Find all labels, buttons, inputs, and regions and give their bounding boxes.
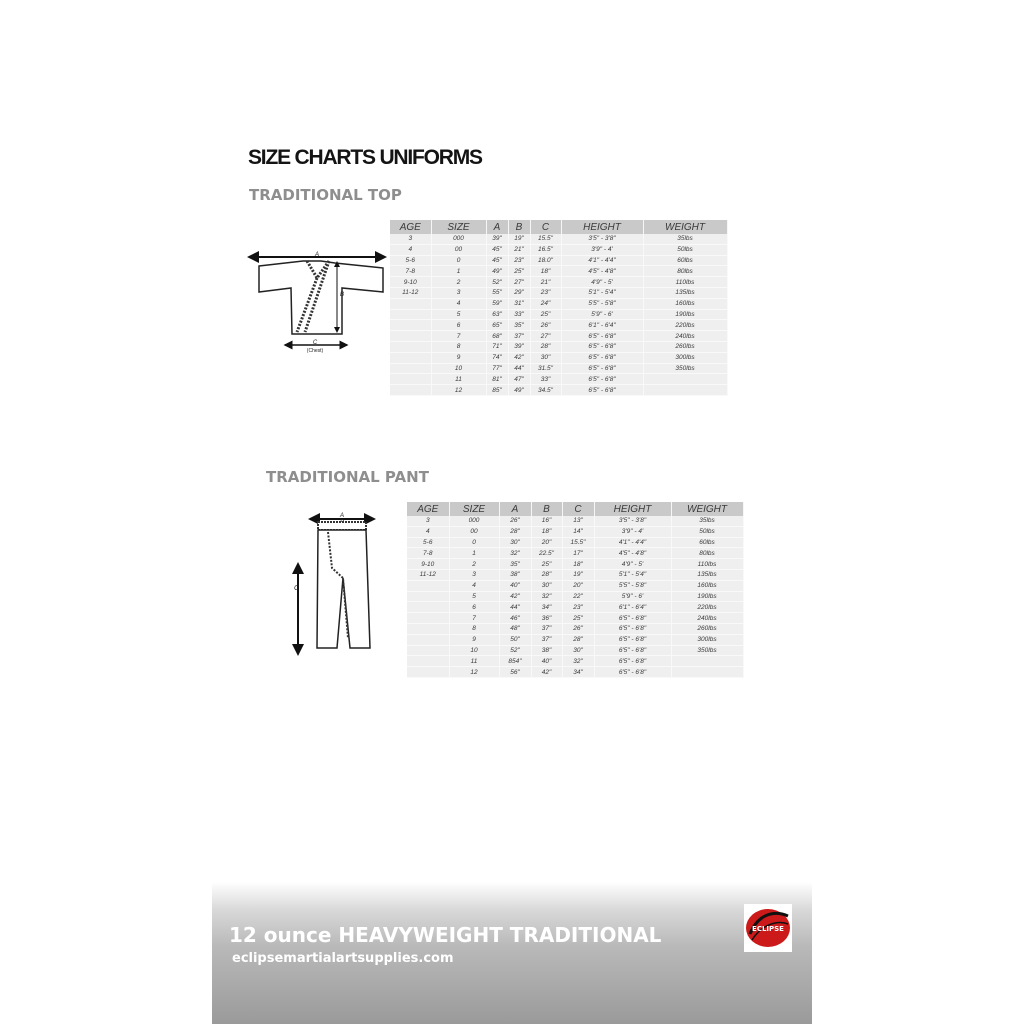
table-row bbox=[407, 613, 743, 624]
table-cell: 6'5" - 6'8" bbox=[594, 613, 671, 624]
table-cell bbox=[407, 580, 449, 591]
table-cell: 3 bbox=[431, 287, 486, 298]
table-cell: 14" bbox=[562, 526, 594, 537]
table-cell: 9-10 bbox=[390, 277, 431, 288]
table-header-row bbox=[407, 502, 743, 516]
column-header: B bbox=[508, 220, 530, 234]
table-cell: 220lbs bbox=[671, 602, 743, 613]
table-cell: 60lbs bbox=[643, 255, 727, 266]
table-row bbox=[390, 385, 727, 396]
table-cell: 5-6 bbox=[407, 537, 449, 548]
logo-text: ECLIPSE bbox=[752, 925, 784, 933]
table-cell: 52" bbox=[499, 645, 531, 656]
table-cell: 17" bbox=[562, 548, 594, 559]
table-row bbox=[407, 634, 743, 645]
table-cell: 5'9" - 6' bbox=[561, 309, 643, 320]
table-row bbox=[407, 559, 743, 570]
table-row bbox=[407, 645, 743, 656]
table-cell: 6'1" - 6'4" bbox=[561, 320, 643, 331]
column-header: C bbox=[562, 502, 594, 516]
table-cell: 21" bbox=[530, 277, 561, 288]
table-cell: 11-12 bbox=[390, 287, 431, 298]
top-label-b: B bbox=[340, 292, 345, 298]
table-row bbox=[407, 602, 743, 613]
table-cell: 39" bbox=[508, 341, 530, 352]
table-cell bbox=[407, 634, 449, 645]
table-cell: 19" bbox=[562, 569, 594, 580]
table-cell: 3 bbox=[390, 234, 431, 244]
table-cell: 21" bbox=[508, 244, 530, 255]
table-cell: 854" bbox=[499, 656, 531, 667]
table-cell: 260lbs bbox=[643, 341, 727, 352]
table-cell: 23" bbox=[530, 287, 561, 298]
column-header: WEIGHT bbox=[643, 220, 727, 234]
table-cell: 4'1" - 4'4" bbox=[561, 255, 643, 266]
table-cell: 13" bbox=[562, 516, 594, 526]
table-cell: 18" bbox=[562, 559, 594, 570]
table-cell: 40" bbox=[499, 580, 531, 591]
table-row bbox=[390, 352, 727, 363]
table-cell: 6'5" - 6'8" bbox=[561, 352, 643, 363]
table-cell: 32" bbox=[499, 548, 531, 559]
table-cell: 65" bbox=[486, 320, 508, 331]
pant-label-a: A bbox=[339, 513, 345, 519]
table-cell: 18.0" bbox=[530, 255, 561, 266]
table-cell: 300lbs bbox=[671, 634, 743, 645]
table-cell: 30" bbox=[499, 537, 531, 548]
table-cell: 15.5" bbox=[530, 234, 561, 244]
top-section-title: TRADITIONAL TOP bbox=[249, 186, 402, 204]
table-cell: 4 bbox=[407, 526, 449, 537]
table-cell: 10 bbox=[431, 363, 486, 374]
table-cell: 18" bbox=[531, 526, 562, 537]
table-cell: 190lbs bbox=[671, 591, 743, 602]
table-cell: 25" bbox=[530, 309, 561, 320]
table-cell: 33" bbox=[508, 309, 530, 320]
table-cell: 8 bbox=[431, 341, 486, 352]
table-cell: 6'5" - 6'8" bbox=[561, 341, 643, 352]
table-cell bbox=[407, 591, 449, 602]
table-row bbox=[407, 569, 743, 580]
table-cell: 27" bbox=[508, 277, 530, 288]
table-cell: 3'9" - 4' bbox=[594, 526, 671, 537]
table-cell: 27" bbox=[530, 331, 561, 342]
table-cell bbox=[407, 645, 449, 656]
table-row bbox=[390, 341, 727, 352]
table-cell: 26" bbox=[530, 320, 561, 331]
table-cell: 49" bbox=[486, 266, 508, 277]
table-cell: 190lbs bbox=[643, 309, 727, 320]
table-cell bbox=[671, 656, 743, 667]
pant-size-table bbox=[407, 502, 744, 678]
table-cell: 300lbs bbox=[643, 352, 727, 363]
table-cell: 55" bbox=[486, 287, 508, 298]
table-cell: 19" bbox=[508, 234, 530, 244]
table-cell: 4 bbox=[449, 580, 499, 591]
table-cell: 5'5" - 5'8" bbox=[594, 580, 671, 591]
table-row bbox=[407, 537, 743, 548]
table-cell: 240lbs bbox=[671, 613, 743, 624]
table-cell: 68" bbox=[486, 331, 508, 342]
table-cell: 11-12 bbox=[407, 569, 449, 580]
table-cell: 3 bbox=[407, 516, 449, 526]
table-cell bbox=[390, 331, 431, 342]
table-row bbox=[407, 591, 743, 602]
pant-waistband bbox=[318, 522, 366, 530]
table-cell: 12 bbox=[431, 385, 486, 396]
footer-banner bbox=[212, 882, 812, 1024]
table-cell: 28" bbox=[562, 634, 594, 645]
table-cell: 31" bbox=[508, 298, 530, 309]
table-cell: 6'5" - 6'8" bbox=[594, 667, 671, 678]
eclipse-logo-icon bbox=[744, 904, 792, 952]
table-cell: 35lbs bbox=[643, 234, 727, 244]
footer-website-link[interactable]: eclipsemartialartsupplies.com bbox=[232, 951, 454, 966]
table-cell bbox=[407, 667, 449, 678]
table-cell: 000 bbox=[449, 516, 499, 526]
pant-table-body bbox=[407, 516, 743, 677]
table-cell: 23" bbox=[562, 602, 594, 613]
table-cell bbox=[390, 341, 431, 352]
table-cell: 1 bbox=[431, 266, 486, 277]
top-label-chest: (Chest) bbox=[306, 348, 324, 354]
table-cell: 8 bbox=[449, 623, 499, 634]
table-cell: 1 bbox=[449, 548, 499, 559]
table-cell: 7-8 bbox=[407, 548, 449, 559]
table-cell: 7 bbox=[431, 331, 486, 342]
table-cell: 42" bbox=[508, 352, 530, 363]
column-header: A bbox=[499, 502, 531, 516]
table-cell: 5 bbox=[449, 591, 499, 602]
column-header: C bbox=[530, 220, 561, 234]
table-cell: 135lbs bbox=[643, 287, 727, 298]
table-cell: 5 bbox=[431, 309, 486, 320]
table-row bbox=[407, 516, 743, 526]
table-cell bbox=[407, 613, 449, 624]
table-cell: 4'1" - 4'4" bbox=[594, 537, 671, 548]
pant-section-title: TRADITIONAL PANT bbox=[266, 468, 429, 486]
table-cell: 6'5" - 6'8" bbox=[561, 385, 643, 396]
table-cell bbox=[390, 363, 431, 374]
column-header: HEIGHT bbox=[594, 502, 671, 516]
table-cell: 45" bbox=[486, 255, 508, 266]
table-cell: 3'5" - 3'8" bbox=[594, 516, 671, 526]
table-cell: 38" bbox=[499, 569, 531, 580]
table-cell: 6 bbox=[449, 602, 499, 613]
table-cell: 59" bbox=[486, 298, 508, 309]
table-cell: 44" bbox=[508, 363, 530, 374]
table-cell: 34.5" bbox=[530, 385, 561, 396]
table-cell: 16.5" bbox=[530, 244, 561, 255]
table-cell: 260lbs bbox=[671, 623, 743, 634]
table-cell: 56" bbox=[499, 667, 531, 678]
table-cell: 63" bbox=[486, 309, 508, 320]
table-cell: 20" bbox=[531, 537, 562, 548]
table-cell: 135lbs bbox=[671, 569, 743, 580]
pant-outline bbox=[317, 530, 370, 648]
column-header: WEIGHT bbox=[671, 502, 743, 516]
table-cell: 22" bbox=[562, 591, 594, 602]
table-cell: 25" bbox=[531, 559, 562, 570]
table-cell: 34" bbox=[531, 602, 562, 613]
table-cell: 6'5" - 6'8" bbox=[561, 331, 643, 342]
table-cell: 50lbs bbox=[671, 526, 743, 537]
table-cell: 35lbs bbox=[671, 516, 743, 526]
table-row bbox=[407, 580, 743, 591]
table-cell: 48" bbox=[499, 623, 531, 634]
table-cell: 2 bbox=[431, 277, 486, 288]
table-row bbox=[390, 374, 727, 385]
table-cell: 6'5" - 6'8" bbox=[594, 634, 671, 645]
table-cell: 29" bbox=[508, 287, 530, 298]
table-cell: 28" bbox=[499, 526, 531, 537]
table-cell: 28" bbox=[531, 569, 562, 580]
table-cell: 5'1" - 5'4" bbox=[561, 287, 643, 298]
table-row bbox=[390, 298, 727, 309]
table-cell: 9 bbox=[431, 352, 486, 363]
page-title: SIZE CHARTS UNIFORMS bbox=[248, 146, 482, 169]
table-cell bbox=[390, 298, 431, 309]
table-cell: 26" bbox=[562, 623, 594, 634]
table-cell: 00 bbox=[431, 244, 486, 255]
table-cell: 00 bbox=[449, 526, 499, 537]
table-cell: 24" bbox=[530, 298, 561, 309]
column-header: AGE bbox=[407, 502, 449, 516]
table-cell: 71" bbox=[486, 341, 508, 352]
table-cell: 33" bbox=[530, 374, 561, 385]
table-cell: 240lbs bbox=[643, 331, 727, 342]
table-cell: 3'9" - 4' bbox=[561, 244, 643, 255]
top-label-a: A bbox=[314, 252, 320, 258]
table-cell: 37" bbox=[531, 623, 562, 634]
table-cell: 30" bbox=[531, 580, 562, 591]
table-cell: 40" bbox=[531, 656, 562, 667]
table-cell: 4 bbox=[390, 244, 431, 255]
table-row bbox=[407, 667, 743, 678]
table-cell bbox=[390, 374, 431, 385]
table-cell bbox=[390, 320, 431, 331]
table-cell: 6'5" - 6'8" bbox=[594, 623, 671, 634]
table-cell: 18" bbox=[530, 266, 561, 277]
table-cell: 44" bbox=[499, 602, 531, 613]
table-cell bbox=[407, 656, 449, 667]
table-cell: 45" bbox=[486, 244, 508, 255]
table-cell: 23" bbox=[508, 255, 530, 266]
table-cell bbox=[390, 352, 431, 363]
table-cell: 9 bbox=[449, 634, 499, 645]
table-cell: 37" bbox=[508, 331, 530, 342]
table-cell: 11 bbox=[431, 374, 486, 385]
table-cell: 85" bbox=[486, 385, 508, 396]
brand-logo[interactable] bbox=[744, 904, 792, 952]
table-cell: 32" bbox=[562, 656, 594, 667]
column-header: B bbox=[531, 502, 562, 516]
footer-product-title: 12 ounce HEAVYWEIGHT TRADITIONAL bbox=[229, 923, 661, 947]
table-cell: 80lbs bbox=[643, 266, 727, 277]
table-cell: 7 bbox=[449, 613, 499, 624]
table-cell: 47" bbox=[508, 374, 530, 385]
table-cell: 0 bbox=[449, 537, 499, 548]
table-cell: 4'9" - 5' bbox=[561, 277, 643, 288]
table-row bbox=[390, 266, 727, 277]
table-cell: 80lbs bbox=[671, 548, 743, 559]
table-cell: 34" bbox=[562, 667, 594, 678]
table-cell: 36" bbox=[531, 613, 562, 624]
table-cell: 77" bbox=[486, 363, 508, 374]
table-cell bbox=[643, 374, 727, 385]
column-header: SIZE bbox=[431, 220, 486, 234]
table-cell: 5'1" - 5'4" bbox=[594, 569, 671, 580]
table-cell: 350lbs bbox=[671, 645, 743, 656]
table-cell: 20" bbox=[562, 580, 594, 591]
table-cell: 4'5" - 4'8" bbox=[561, 266, 643, 277]
table-cell: 0 bbox=[431, 255, 486, 266]
table-cell bbox=[390, 309, 431, 320]
table-cell: 50" bbox=[499, 634, 531, 645]
column-header: A bbox=[486, 220, 508, 234]
table-cell: 15.5" bbox=[562, 537, 594, 548]
table-cell: 32" bbox=[531, 591, 562, 602]
table-cell: 38" bbox=[531, 645, 562, 656]
table-cell: 6'1" - 6'4" bbox=[594, 602, 671, 613]
column-header: SIZE bbox=[449, 502, 499, 516]
table-cell: 6 bbox=[431, 320, 486, 331]
table-cell: 26" bbox=[499, 516, 531, 526]
table-row bbox=[407, 656, 743, 667]
table-cell: 25" bbox=[508, 266, 530, 277]
table-row bbox=[390, 244, 727, 255]
table-row bbox=[390, 287, 727, 298]
table-cell: 5-6 bbox=[390, 255, 431, 266]
table-cell: 5'5" - 5'8" bbox=[561, 298, 643, 309]
table-cell: 6'5" - 6'8" bbox=[561, 374, 643, 385]
table-cell: 30" bbox=[562, 645, 594, 656]
table-cell: 2 bbox=[449, 559, 499, 570]
table-cell: 39" bbox=[486, 234, 508, 244]
column-header: AGE bbox=[390, 220, 431, 234]
table-cell: 3'5" - 3'8" bbox=[561, 234, 643, 244]
table-cell: 74" bbox=[486, 352, 508, 363]
table-cell: 160lbs bbox=[643, 298, 727, 309]
table-cell: 12 bbox=[449, 667, 499, 678]
table-cell: 350lbs bbox=[643, 363, 727, 374]
table-cell: 220lbs bbox=[643, 320, 727, 331]
table-cell: 4'5" - 4'8" bbox=[594, 548, 671, 559]
table-cell: 9-10 bbox=[407, 559, 449, 570]
table-cell: 42" bbox=[499, 591, 531, 602]
table-cell: 30" bbox=[530, 352, 561, 363]
table-cell: 6'5" - 6'8" bbox=[594, 656, 671, 667]
table-cell: 60lbs bbox=[671, 537, 743, 548]
table-cell: 50lbs bbox=[643, 244, 727, 255]
pant-label-c: C bbox=[294, 585, 300, 592]
table-cell bbox=[407, 623, 449, 634]
table-cell bbox=[407, 602, 449, 613]
table-cell: 35" bbox=[499, 559, 531, 570]
table-row bbox=[390, 320, 727, 331]
table-row bbox=[390, 331, 727, 342]
table-cell: 49" bbox=[508, 385, 530, 396]
table-cell: 35" bbox=[508, 320, 530, 331]
top-size-table bbox=[390, 220, 728, 396]
top-diagram bbox=[245, 248, 390, 356]
table-cell: 37" bbox=[531, 634, 562, 645]
table-row bbox=[407, 526, 743, 537]
table-cell: 22.5" bbox=[531, 548, 562, 559]
table-cell bbox=[390, 385, 431, 396]
table-cell: 4 bbox=[431, 298, 486, 309]
top-table-body bbox=[390, 234, 727, 395]
table-row bbox=[407, 623, 743, 634]
table-cell: 3 bbox=[449, 569, 499, 580]
table-row bbox=[390, 363, 727, 374]
table-cell: 52" bbox=[486, 277, 508, 288]
table-cell: 81" bbox=[486, 374, 508, 385]
table-cell: 25" bbox=[562, 613, 594, 624]
table-cell: 5'9" - 6' bbox=[594, 591, 671, 602]
table-row bbox=[390, 255, 727, 266]
table-cell: 6'5" - 6'8" bbox=[594, 645, 671, 656]
top-label-c: C bbox=[312, 340, 318, 346]
table-row bbox=[390, 309, 727, 320]
table-cell bbox=[643, 385, 727, 396]
table-cell: 28" bbox=[530, 341, 561, 352]
table-cell: 6'5" - 6'8" bbox=[561, 363, 643, 374]
table-header-row bbox=[390, 220, 727, 234]
pant-diagram bbox=[290, 508, 385, 658]
table-cell: 4'9" - 5' bbox=[594, 559, 671, 570]
table-cell: 11 bbox=[449, 656, 499, 667]
table-cell: 16" bbox=[531, 516, 562, 526]
table-cell: 110lbs bbox=[671, 559, 743, 570]
table-row bbox=[407, 548, 743, 559]
column-header: HEIGHT bbox=[561, 220, 643, 234]
table-cell bbox=[671, 667, 743, 678]
top-jacket-outline bbox=[259, 261, 383, 334]
table-cell: 160lbs bbox=[671, 580, 743, 591]
table-cell: 42" bbox=[531, 667, 562, 678]
table-cell: 110lbs bbox=[643, 277, 727, 288]
table-cell: 31.5" bbox=[530, 363, 561, 374]
table-cell: 46" bbox=[499, 613, 531, 624]
table-cell: 000 bbox=[431, 234, 486, 244]
table-row bbox=[390, 277, 727, 288]
table-cell: 7-8 bbox=[390, 266, 431, 277]
table-row bbox=[390, 234, 727, 244]
table-cell: 10 bbox=[449, 645, 499, 656]
